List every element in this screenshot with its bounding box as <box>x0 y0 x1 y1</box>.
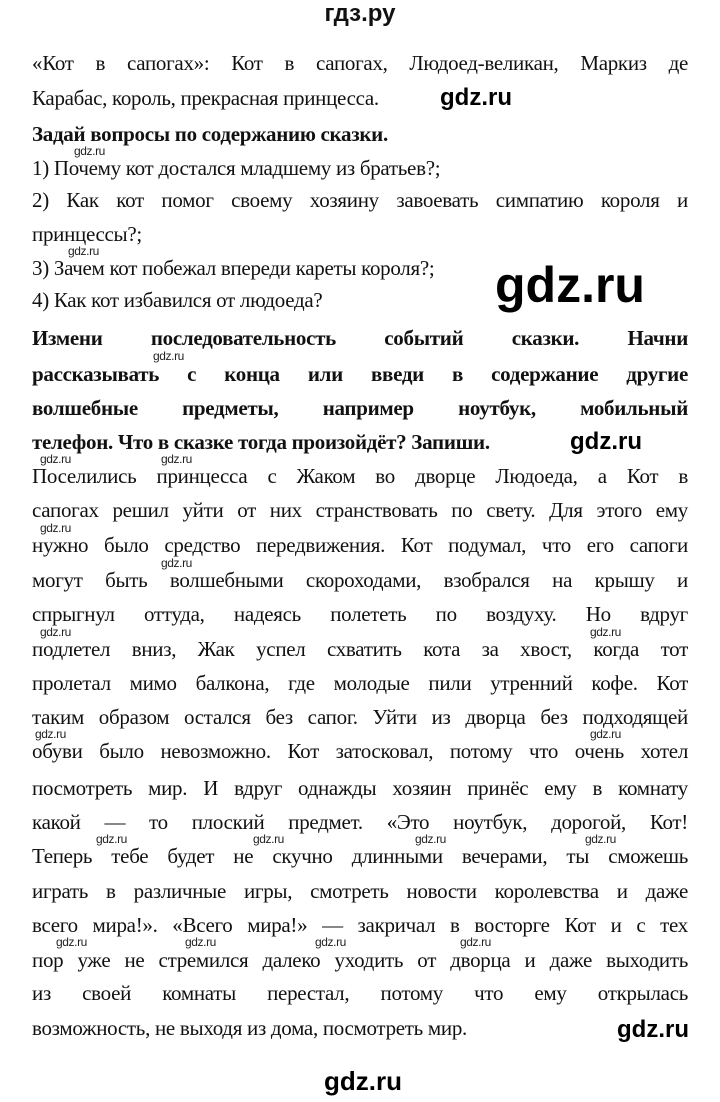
watermark: gdz.ru <box>253 832 284 846</box>
question-item: 3) Зачем кот побежал впереди кареты короля?; <box>32 256 435 280</box>
story-line: посмотреть мир. И вдруг однажды хозяин принёс ему в комнату <box>32 776 688 800</box>
story-line: какой — то плоский предмет. «Это ноутбук, дорогой, Кот! <box>32 810 688 834</box>
story-line: возможность, не выходя из дома, посмотреть мир. <box>32 1016 467 1040</box>
watermark: gdz.ru <box>315 935 346 949</box>
watermark: gdz.ru <box>460 935 491 949</box>
task-text-line: телефон. Что в сказке тогда произойдёт? Запиши. <box>32 430 490 454</box>
watermark: gdz.ru <box>161 556 192 570</box>
story-line: подлетел вниз, Жак успел схватить кота за хвост, когда тот <box>32 637 688 661</box>
story-line: обуви было невозможно. Кот затосковал, потому что очень хотел <box>32 739 688 763</box>
story-line: играть в различные игры, смотреть новости королевства и даже <box>32 879 688 903</box>
story-line: пор уже не стремился далеко уходить от дворца и даже выходить <box>32 948 688 972</box>
watermark: gdz.ru <box>590 625 621 639</box>
question-item: 2) Как кот помог своему хозяину завоевать симпатию короля и <box>32 188 688 212</box>
story-line: таким образом остался без сапог. Уйти из дворца без подходящей <box>32 705 688 729</box>
story-line: спрыгнул оттуда, надеясь полететь по воздуху. Но вдруг <box>32 602 688 626</box>
story-line: сапогах решил уйти от них странствовать по свету. Для этого ему <box>32 498 688 522</box>
watermark: gdz.ru <box>617 1016 689 1043</box>
question-item: принцессы?; <box>32 222 142 246</box>
story-line: из своей комнаты перестал, потому что ему открылась <box>32 981 688 1005</box>
task-text-line: рассказывать с конца или введи в содержание другие <box>32 362 688 386</box>
story-line: пролетал мимо балкона, где молодые пили утренний кофе. Кот <box>32 671 688 695</box>
task-heading: Задай вопросы по содержанию сказки. <box>32 122 388 146</box>
watermark: gdz.ru <box>40 452 71 466</box>
watermark: gdz.ru <box>161 452 192 466</box>
page-header-title: гдз.ру <box>324 0 396 27</box>
story-line: Теперь тебе будет не скучно длинными вечерами, ты сможешь <box>32 844 688 868</box>
question-item: 1) Почему кот достался младшему из братьев?; <box>32 156 441 180</box>
characters-line: «Кот в сапогах»: Кот в сапогах, Людоед-великан, Маркиз де <box>32 51 688 75</box>
story-line: нужно было средство передвижения. Кот подумал, что его сапоги <box>32 533 688 557</box>
watermark: gdz.ru <box>590 727 621 741</box>
watermark: gdz.ru <box>153 349 184 363</box>
watermark: gdz.ru <box>185 935 216 949</box>
watermark: gdz.ru <box>440 84 512 111</box>
watermark: gdz.ru <box>40 625 71 639</box>
watermark: gdz.ru <box>56 935 87 949</box>
watermark: gdz.ru <box>40 521 71 535</box>
watermark: gdz.ru <box>35 727 66 741</box>
task-text-line: волшебные предметы, например ноутбук, мобильный <box>32 396 688 420</box>
task-text-line: Измени последовательность событий сказки. Начни <box>32 326 688 350</box>
question-item: 4) Как кот избавился от людоеда? <box>32 288 323 312</box>
watermark: gdz.ru <box>415 832 446 846</box>
watermark: gdz.ru <box>96 832 127 846</box>
watermark: gdz.ru <box>68 244 99 258</box>
story-line: Поселились принцесса с Жаком во дворце Людоеда, а Кот в <box>32 464 688 488</box>
watermark: gdz.ru <box>74 144 105 158</box>
story-line: могут быть волшебными скороходами, взобрался на крышу и <box>32 568 688 592</box>
characters-line: Карабас, король, прекрасная принцесса. <box>32 86 379 110</box>
footer-watermark: gdz.ru <box>324 1066 402 1096</box>
story-line: всего мира!». «Всего мира!» — закричал в восторге Кот и с тех <box>32 913 688 937</box>
watermark: gdz.ru <box>570 428 642 455</box>
watermark: gdz.ru <box>585 832 616 846</box>
watermark: gdz.ru <box>495 257 645 313</box>
